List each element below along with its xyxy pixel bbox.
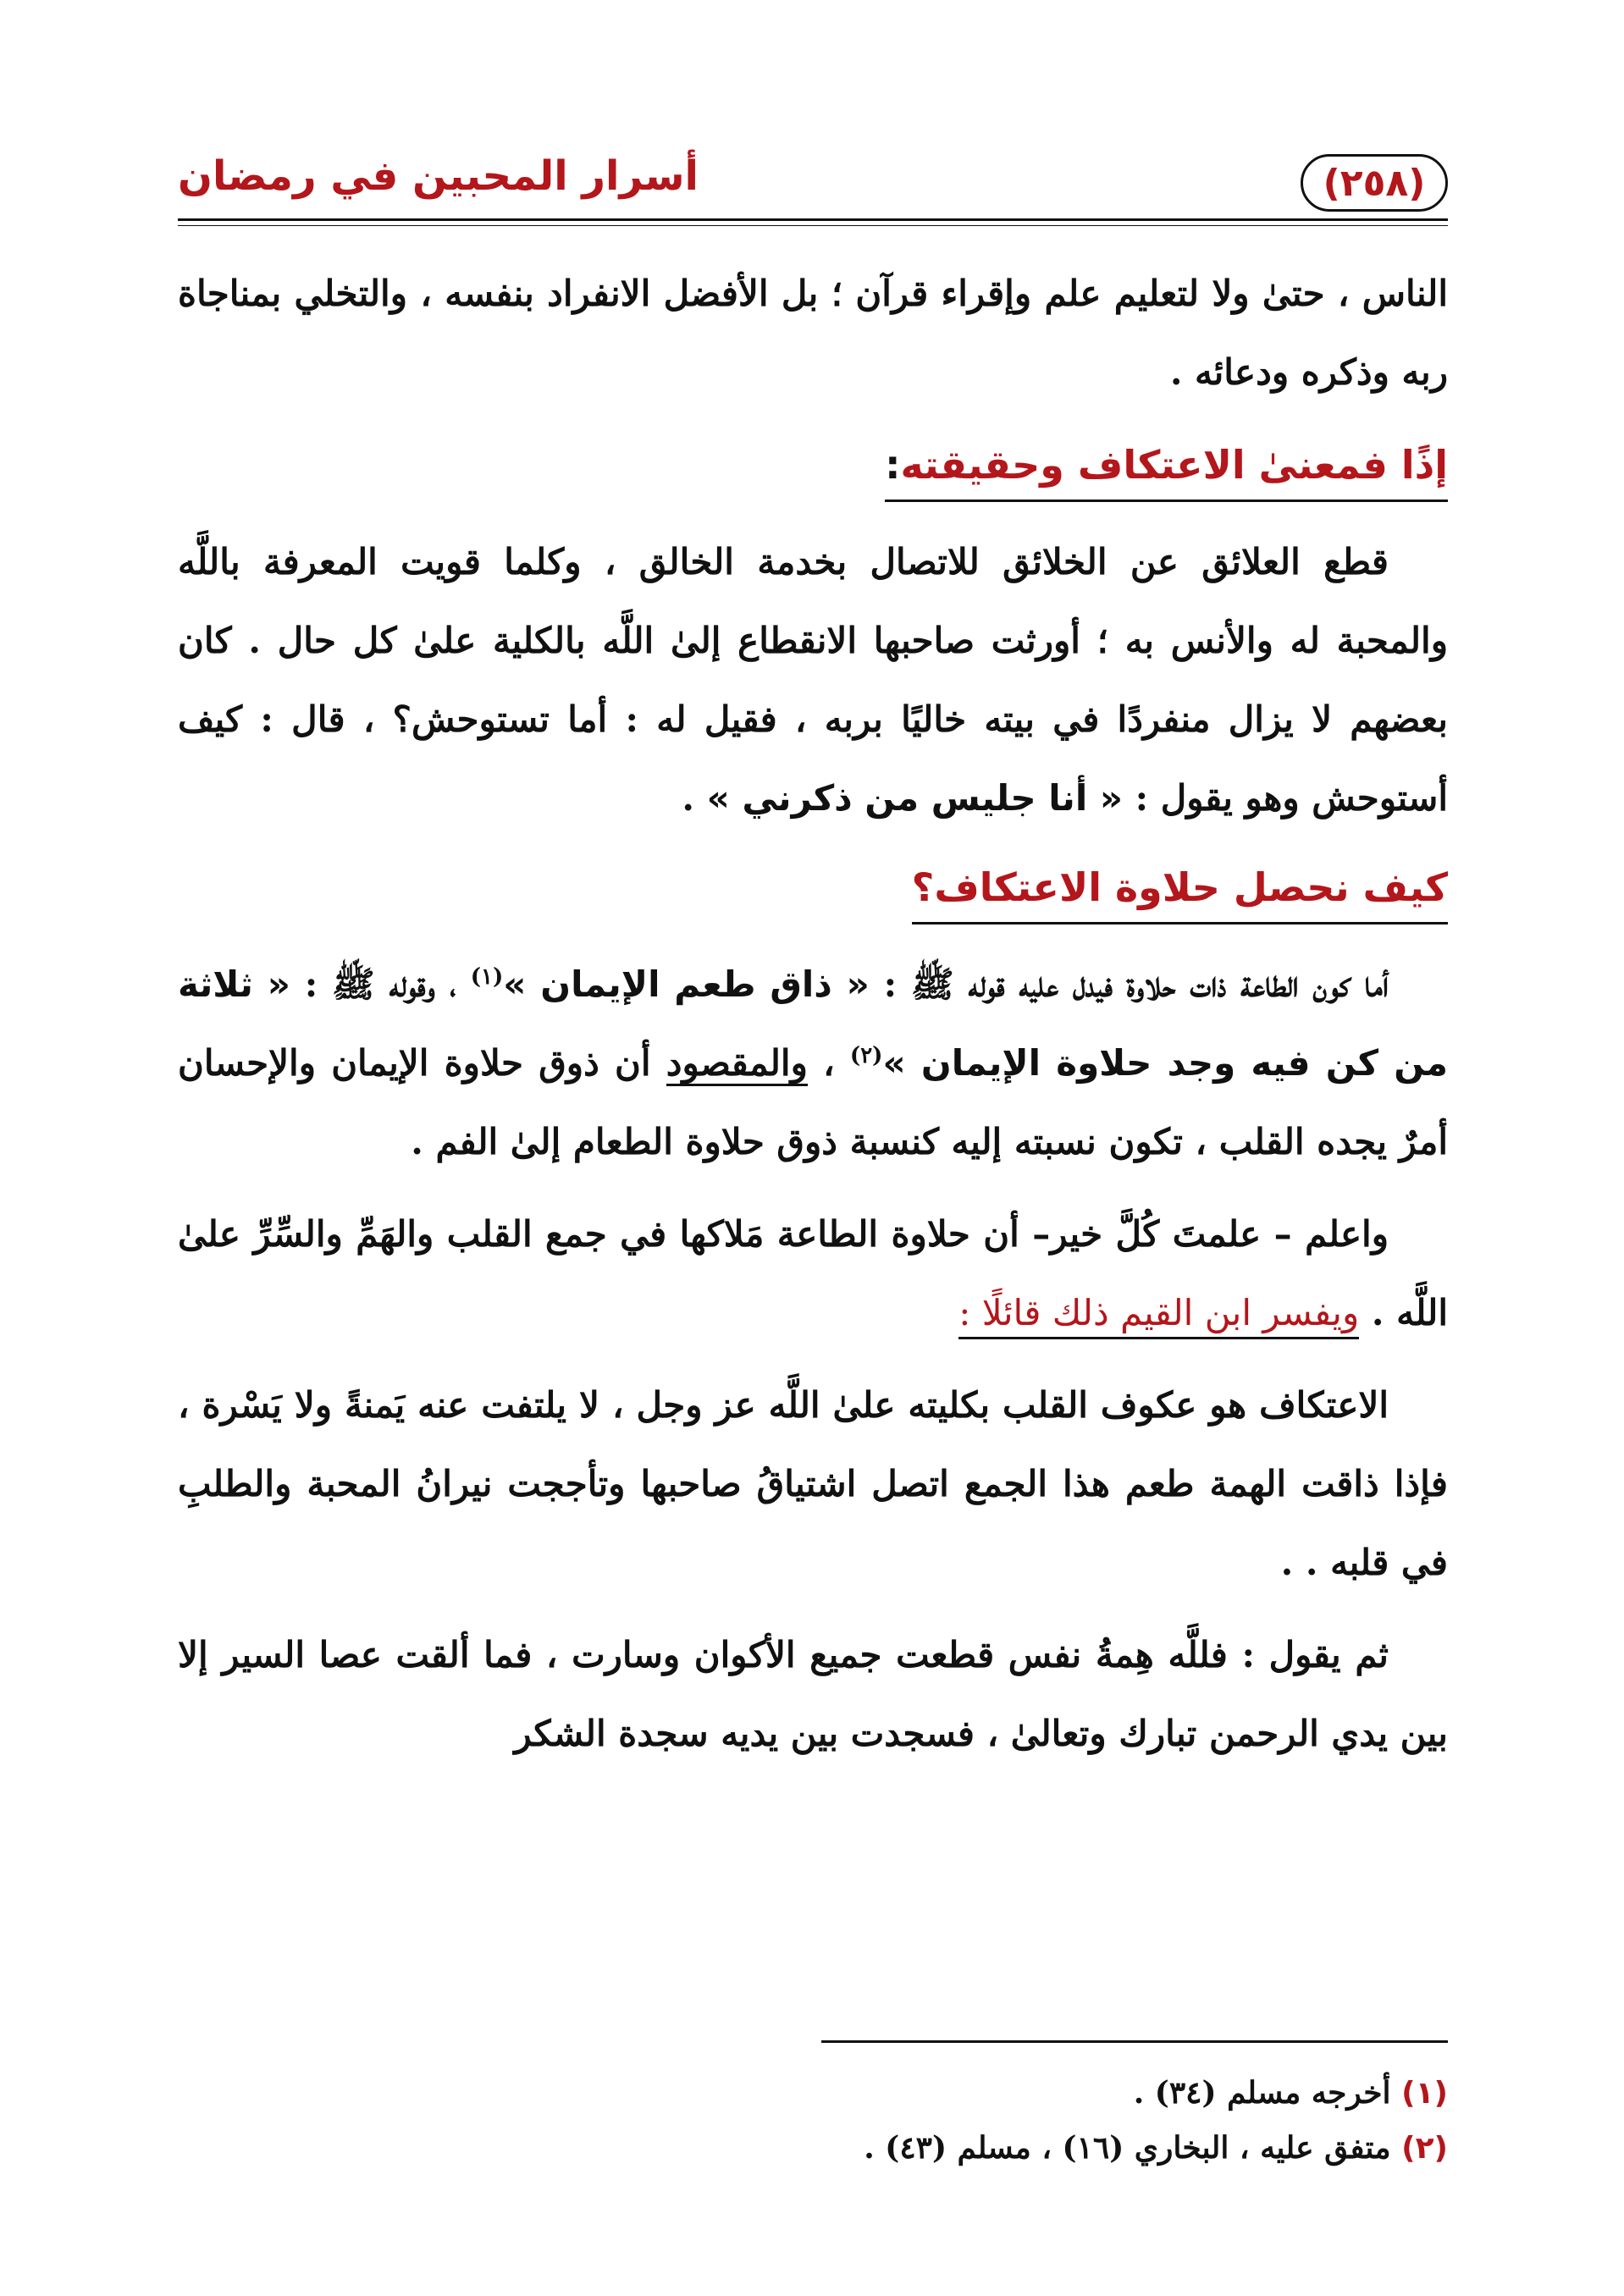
header-rule-thin [178, 225, 1448, 226]
heading-2-wrap [178, 849, 1448, 945]
underlined-word: والمقصود [666, 1042, 808, 1086]
paragraph-2 [178, 522, 1448, 837]
heading-1-wrap [178, 427, 1448, 522]
paragraph-4 [178, 1195, 1448, 1352]
paragraph-3-a: أما كون الطاعة ذات حلاوة فيدل عليه قوله ﷺ : [883, 963, 1389, 1005]
paragraph-1: الناس ، حتىٰ ولا لتعليم علم وإقراء قرآن ؛ بل الأفضل الانفراد بنفسه ، والتخلي بمناجاة ربه وذكره ودعائه . [178, 273, 1448, 393]
footnotes [864, 2066, 1448, 2176]
book-page [178, 135, 1448, 2235]
footnote-ref-2[interactable]: (٢) [849, 1043, 883, 1068]
footnote-1 [864, 2066, 1448, 2121]
section-heading-sweetness: كيف نحصل حلاوة الاعتكاف؟ [912, 858, 1448, 924]
footnote-1-number: (١) [1401, 2076, 1448, 2111]
footnote-1-text: أخرجه مسلم (٣٤) . [1133, 2075, 1391, 2111]
heading-1-text: إذًا فمعنىٰ الاعتكاف وحقيقته [900, 442, 1448, 488]
section-heading-meaning [885, 435, 1448, 502]
paragraph-3 [178, 945, 1448, 1181]
footnote-2-number: (٢) [1401, 2131, 1448, 2166]
footnote-rule [821, 2040, 1448, 2043]
paragraph-4-a: واعلم – علمتَ كُلَّ خير– أن حلاوة الطاعة مَلاكها في جمع القلب والهَمِّ والسِّرِّ علىٰ اللَّه . [178, 1213, 1448, 1333]
header-rule [178, 218, 1448, 221]
ibn-qayyim-intro: ويفسر ابن القيم ذلك قائلًا : [958, 1292, 1359, 1339]
paragraph-3-b: ، وقوله ﷺ : [304, 963, 456, 1005]
page-body [178, 254, 1448, 1773]
paragraph-5: الاعتكاف هو عكوف القلب بكليته علىٰ اللَّه عز وجل ، لا يلتفت عنه يَمنةً ولا يَسْرة ، فإذا ذاقت الهمة طعم هذا الجمع اتصل اشتياقُ صاحبها وتأججت نيرانُ المحبة والطلبِ في قلبه . . [178, 1384, 1448, 1583]
page-number: (٢٥٨) [1301, 154, 1448, 212]
footnote-2-text: متفق عليه ، البخاري (١٦) ، مسلم (٤٣) . [864, 2130, 1391, 2166]
book-title: أسرار المحبين في رمضان [178, 152, 699, 200]
footnote-2 [864, 2121, 1448, 2176]
footnote-ref-1[interactable]: (١) [470, 964, 504, 990]
paragraph-2-end: . [682, 777, 694, 819]
paragraph-3-d: أن ذوق حلاوة الإيمان والإحسان أمرٌ يجده القلب ، تكون نسبته إليه كنسبة ذوق حلاوة الطعام إلىٰ الفم . [178, 1042, 1448, 1162]
paragraph-3-c: ، [823, 1042, 835, 1084]
paragraph-6: ثم يقول : فللَّه هِمةُ نفس قطعت جميع الأكوان وسارت ، فما ألقت عصا السير إلا بين يدي الرحمن تبارك وتعالىٰ ، فسجدت بين يديه سجدة الشكر [178, 1634, 1448, 1754]
hadith-quote: « أنا جليس من ذكرني » [706, 777, 1123, 819]
paragraph-2-text: قطع العلائق عن الخلائق للاتصال بخدمة الخالق ، وكلما قويت المعرفة باللَّه والمحبة له والأنس به ؛ أورثت صاحبها الانقطاع إلىٰ اللَّه بالكلية علىٰ كل حال . كان بعضهم لا يزال منفردًا في بيته خاليًا بربه ، فقيل له : أما تستوحش؟ ، قال : كيف أستوحش وهو يقول : [178, 541, 1448, 819]
heading-1-colon: : [885, 442, 901, 488]
page-header [178, 135, 1448, 217]
hadith-2: « ثلاثة من كن فيه وجد حلاوة الإيمان » [178, 963, 1449, 1084]
hadith-1: « ذاق طعم الإيمان » [503, 963, 870, 1005]
